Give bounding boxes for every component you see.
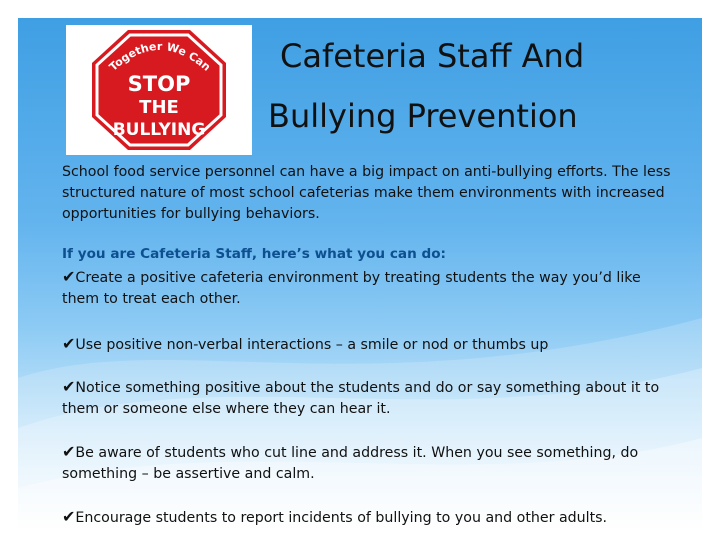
list-item [62,333,672,356]
list-item-text: Create a positive cafeteria environment by treating students the way you’d like them to treat each other. [62,270,641,307]
section-subheading: If you are Cafeteria Staff, here’s what you can do: [62,246,446,262]
logo-line3: BULLYING [112,120,206,140]
stop-sign-icon [66,25,252,155]
list-item [62,376,672,420]
stop-bullying-logo [66,25,252,155]
list-item [62,441,672,485]
list-item [62,266,672,310]
logo-top-text: Together We Can [106,39,214,74]
logo-line2: THE [139,97,179,118]
list-item-text: Use positive non-verbal interactions – a smile or nod or thumbs up [75,337,549,353]
list-item-text: Encourage students to report incidents of bullying to you and other adults. [75,510,608,526]
logo-line1: STOP [127,72,191,96]
page-title-line1: Cafeteria Staff And [280,37,585,75]
check-icon: ✔ [62,377,76,396]
page-title-line2: Bullying Prevention [268,97,578,135]
check-icon: ✔ [62,442,76,461]
intro-paragraph: School food service personnel can have a big impact on anti-bullying efforts. The less structured nature of most school cafeterias make them environments with increased opportunities for bullying behaviors. [62,164,671,222]
list-item [62,506,672,529]
check-icon: ✔ [62,267,76,286]
list-item-text: Notice something positive about the students and do or say something about it to them or someone else where they can hear it. [62,380,660,417]
check-icon: ✔ [62,507,76,526]
list-item-text: Be aware of students who cut line and address it. When you see something, do something – be assertive and calm. [62,445,639,482]
check-icon: ✔ [62,334,76,353]
